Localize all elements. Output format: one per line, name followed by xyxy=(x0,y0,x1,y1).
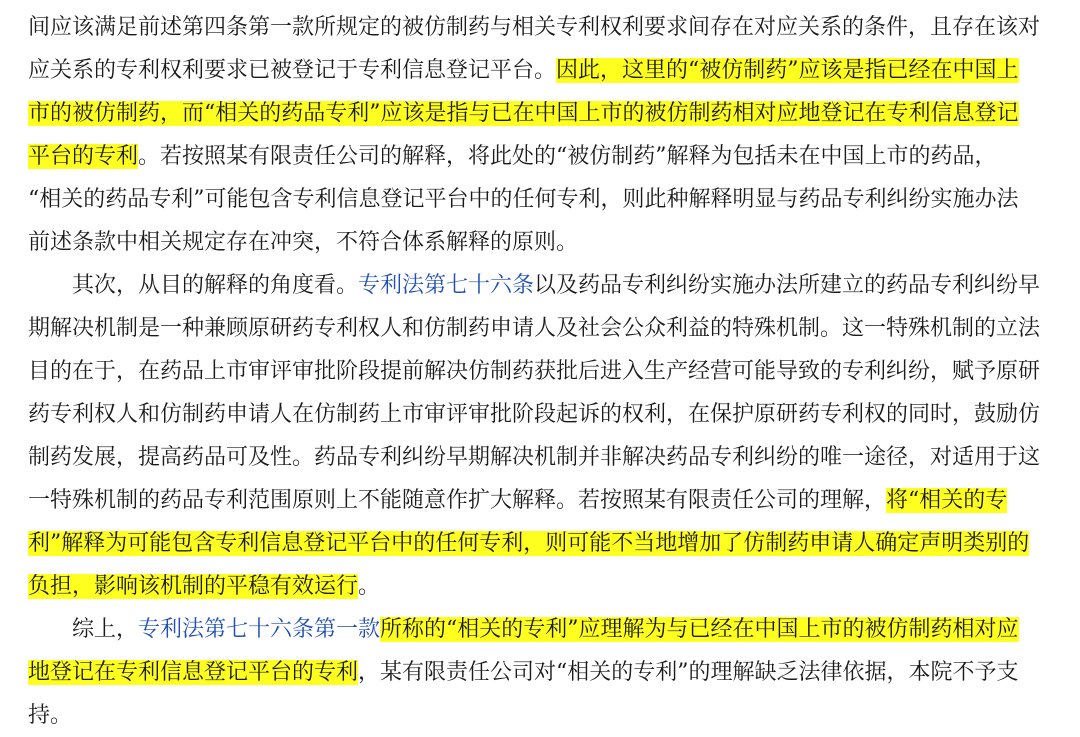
text-line xyxy=(28,221,1054,264)
highlighted-text: 利”解释为可能包含专利信息登记平台中的任何专利，则可能不当地增加了仿制药申请人确定声明类别的 xyxy=(28,531,1030,556)
text-line xyxy=(28,651,1054,694)
paragraph-start-line xyxy=(28,264,1054,307)
text-run: 期解决机制是一种兼顾原研药专利权人和仿制药申请人及社会公众利益的特殊机制。这一特殊机制的立法 xyxy=(28,316,1041,341)
text-run: 其次，从目的解释的角度看。 xyxy=(72,273,359,298)
text-run: 。 xyxy=(358,574,381,599)
text-run: 。若按照某有限责任公司的解释，将此处的“被仿制药”解释为包括未在中国上市的药品， xyxy=(138,144,997,169)
text-run: 制药发展，提高药品可及性。药品专利纠纷早期解决机制并非解决药品专利纠纷的唯一途径，对适用于这 xyxy=(28,445,1041,470)
text-line xyxy=(28,436,1054,479)
text-line xyxy=(28,6,1054,49)
highlighted-text: 将“相关的专 xyxy=(886,488,1008,513)
text-run: “相关的药品专利”可能包含专利信息登记平台中的任何专利，则此种解释明显与药品专利纠纷实施办法 xyxy=(28,187,1019,212)
text-line xyxy=(28,565,1054,608)
law-reference-link[interactable]: 专利法第七十六条 xyxy=(358,273,535,298)
text-line xyxy=(28,393,1054,436)
text-line xyxy=(28,307,1054,350)
paragraph-start-line xyxy=(28,608,1054,651)
text-line xyxy=(28,479,1054,522)
text-run: 目的在于，在药品上市审评审批阶段提前解决仿制药获批后进入生产经营可能导致的专利纠纷，赋予原研 xyxy=(28,359,1041,384)
text-line xyxy=(28,522,1054,565)
text-run: 综上， xyxy=(72,617,139,642)
highlighted-text: 市的被仿制药，而“相关的药品专利”应该是指与已在中国上市的被仿制药相对应地登记在专利信息登记 xyxy=(28,101,1019,126)
highlighted-text: 因此，这里的“被仿制药”应该是指已经在中国上 xyxy=(556,58,1019,83)
highlighted-text: 平台的专利 xyxy=(28,144,139,169)
highlighted-text: 所称的“相关的专利”应理解为与已经在中国上市的被仿制药相对应 xyxy=(380,617,1019,642)
text-line xyxy=(28,92,1054,135)
highlighted-text: 地登记在专利信息登记平台的专利 xyxy=(28,660,359,685)
text-line xyxy=(28,49,1054,92)
highlighted-text: 负担，影响该机制的平稳有效运行 xyxy=(28,574,359,599)
text-run: 药专利权人和仿制药申请人在仿制药上市审评审批阶段起诉的权利，在保护原研药专利权的同时，鼓励仿 xyxy=(28,402,1041,427)
text-line xyxy=(28,694,1054,737)
text-line xyxy=(28,178,1054,221)
text-run: 以及药品专利纠纷实施办法所建立的药品专利纠纷早 xyxy=(534,273,1041,298)
text-run: 持。 xyxy=(28,703,73,728)
text-line xyxy=(28,135,1054,178)
text-run: 应关系的专利权利要求已被登记于专利信息登记平台。 xyxy=(28,58,557,83)
text-run: 前述条款中相关规定存在冲突，不符合体系解释的原则。 xyxy=(28,230,579,255)
law-reference-link[interactable]: 专利法第七十六条第一款 xyxy=(138,617,381,642)
text-run: ，某有限责任公司对“相关的专利”的理解缺乏法律依据，本院不予支 xyxy=(358,660,1019,685)
text-run: 间应该满足前述第四条第一款所规定的被仿制药与相关专利权利要求间存在对应关系的条件，且存在该对 xyxy=(28,15,1041,40)
text-run: 一特殊机制的药品专利范围原则上不能随意作扩大解释。若按照某有限责任公司的理解， xyxy=(28,488,887,513)
text-line xyxy=(28,350,1054,393)
